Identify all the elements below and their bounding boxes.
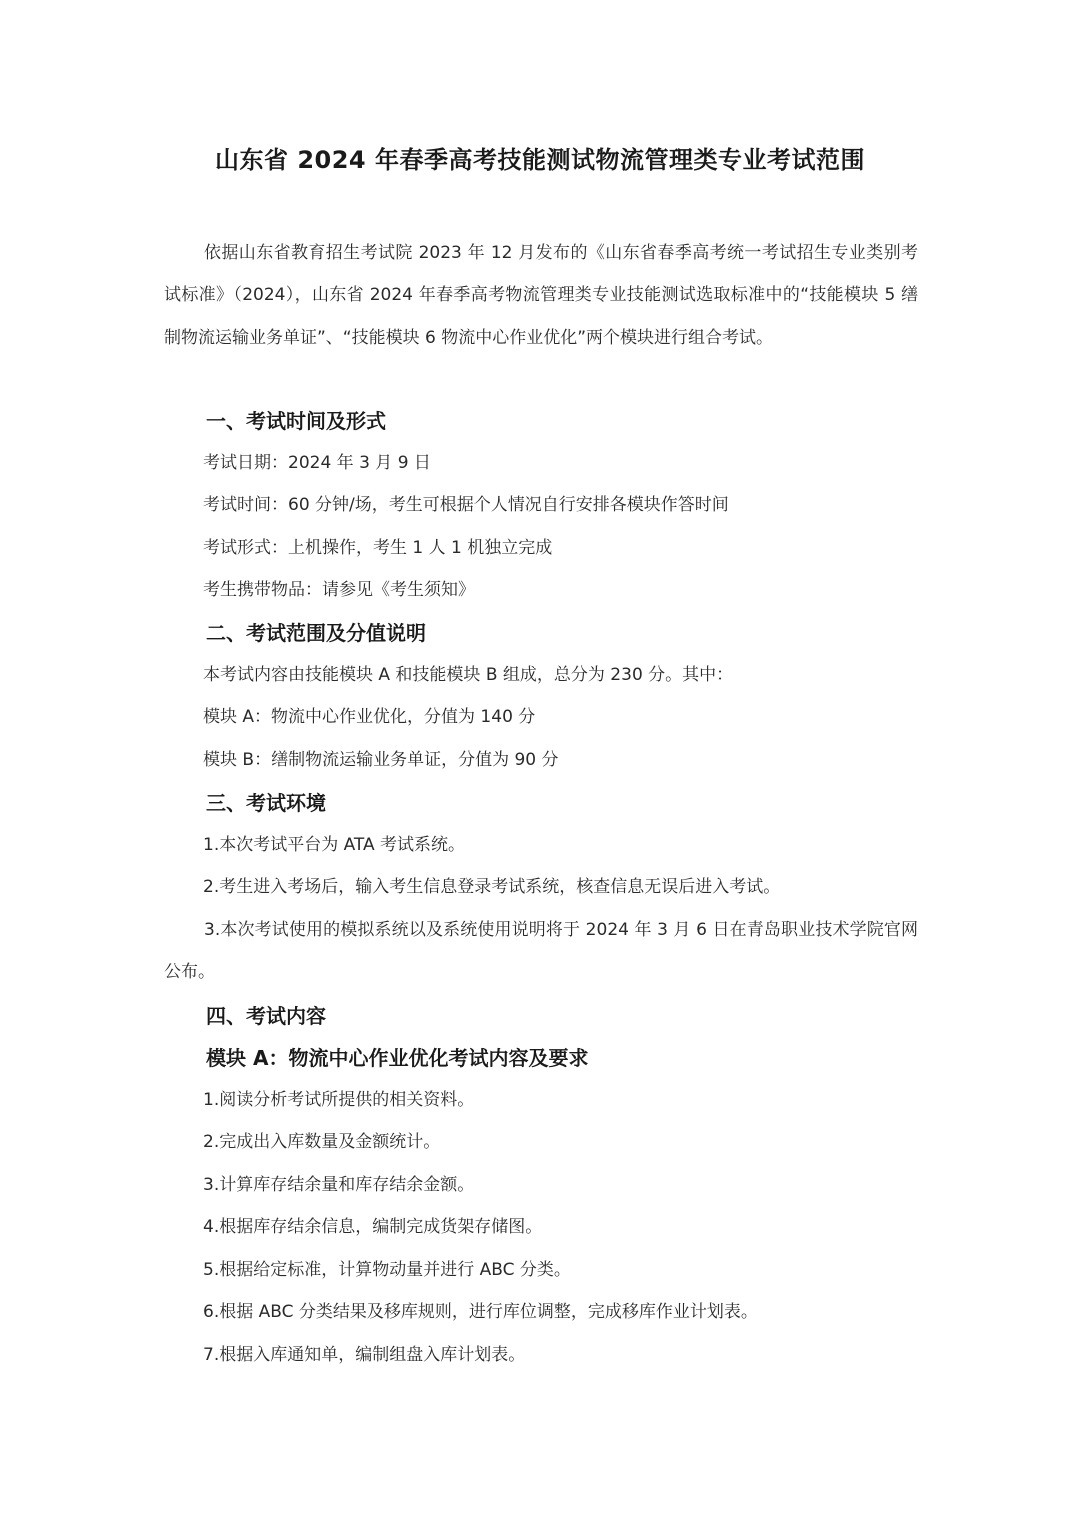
intro-paragraph: 依据山东省教育招生考试院 2023 年 12 月发布的《山东省春季高考统一考试招生专业类别考试标准》（2024），山东省 2024 年春季高考物流管理类专业技能测试选取标准中的“技能模块 5 缮制物流运输业务单证”、“技能模块 6 物流中心作业优化”两个模块进行组合考试。 (164, 243, 918, 348)
module-a-score-line: 模块 A：物流中心作业优化，分值为 140 分 (203, 707, 536, 727)
exam-items-line: 考生携带物品：请参见《考生须知》 (203, 580, 475, 600)
content-item: 1.阅读分析考试所提供的相关资料。 (203, 1090, 475, 1110)
section-2-heading: 二、考试范围及分值说明 (206, 621, 426, 645)
section-3-heading: 三、考试环境 (206, 791, 326, 815)
content-item: 5.根据给定标准，计算物动量并进行 ABC 分类。 (203, 1260, 571, 1280)
content-item: 2.完成出入库数量及金额统计。 (203, 1132, 441, 1152)
score-total-line: 本考试内容由技能模块 A 和技能模块 B 组成，总分为 230 分。其中： (203, 665, 734, 685)
exam-date-line: 考试日期：2024 年 3 月 9 日 (203, 453, 431, 473)
module-b-score-line: 模块 B：缮制物流运输业务单证，分值为 90 分 (203, 750, 559, 770)
environment-line-1: 1.本次考试平台为 ATA 考试系统。 (203, 835, 466, 855)
environment-line-2: 2.考生进入考场后，输入考生信息登录考试系统，核查信息无误后进入考试。 (203, 877, 781, 897)
environment-paragraph-3: 3.本次考试使用的模拟系统以及系统使用说明将于 2024 年 3 月 6 日在青岛职业技术学院官网公布。 (164, 920, 918, 982)
document-title: 山东省 2024 年春季高考技能测试物流管理类专业考试范围 (214, 146, 865, 174)
exam-format-line: 考试形式：上机操作，考生 1 人 1 机独立完成 (203, 538, 553, 558)
section-4-heading: 四、考试内容 (206, 1004, 326, 1028)
content-item: 6.根据 ABC 分类结果及移库规则，进行库位调整，完成移库作业计划表。 (203, 1302, 758, 1322)
content-item: 3.计算库存结余量和库存结余金额。 (203, 1175, 475, 1195)
exam-duration-line: 考试时间：60 分钟/场，考生可根据个人情况自行安排各模块作答时间 (203, 495, 729, 515)
content-item: 4.根据库存结余信息，编制完成货架存储图。 (203, 1217, 543, 1237)
section-1-heading: 一、考试时间及形式 (206, 409, 386, 433)
module-a-subheading: 模块 A：物流中心作业优化考试内容及要求 (206, 1046, 589, 1070)
content-item: 7.根据入库通知单，编制组盘入库计划表。 (203, 1345, 526, 1365)
